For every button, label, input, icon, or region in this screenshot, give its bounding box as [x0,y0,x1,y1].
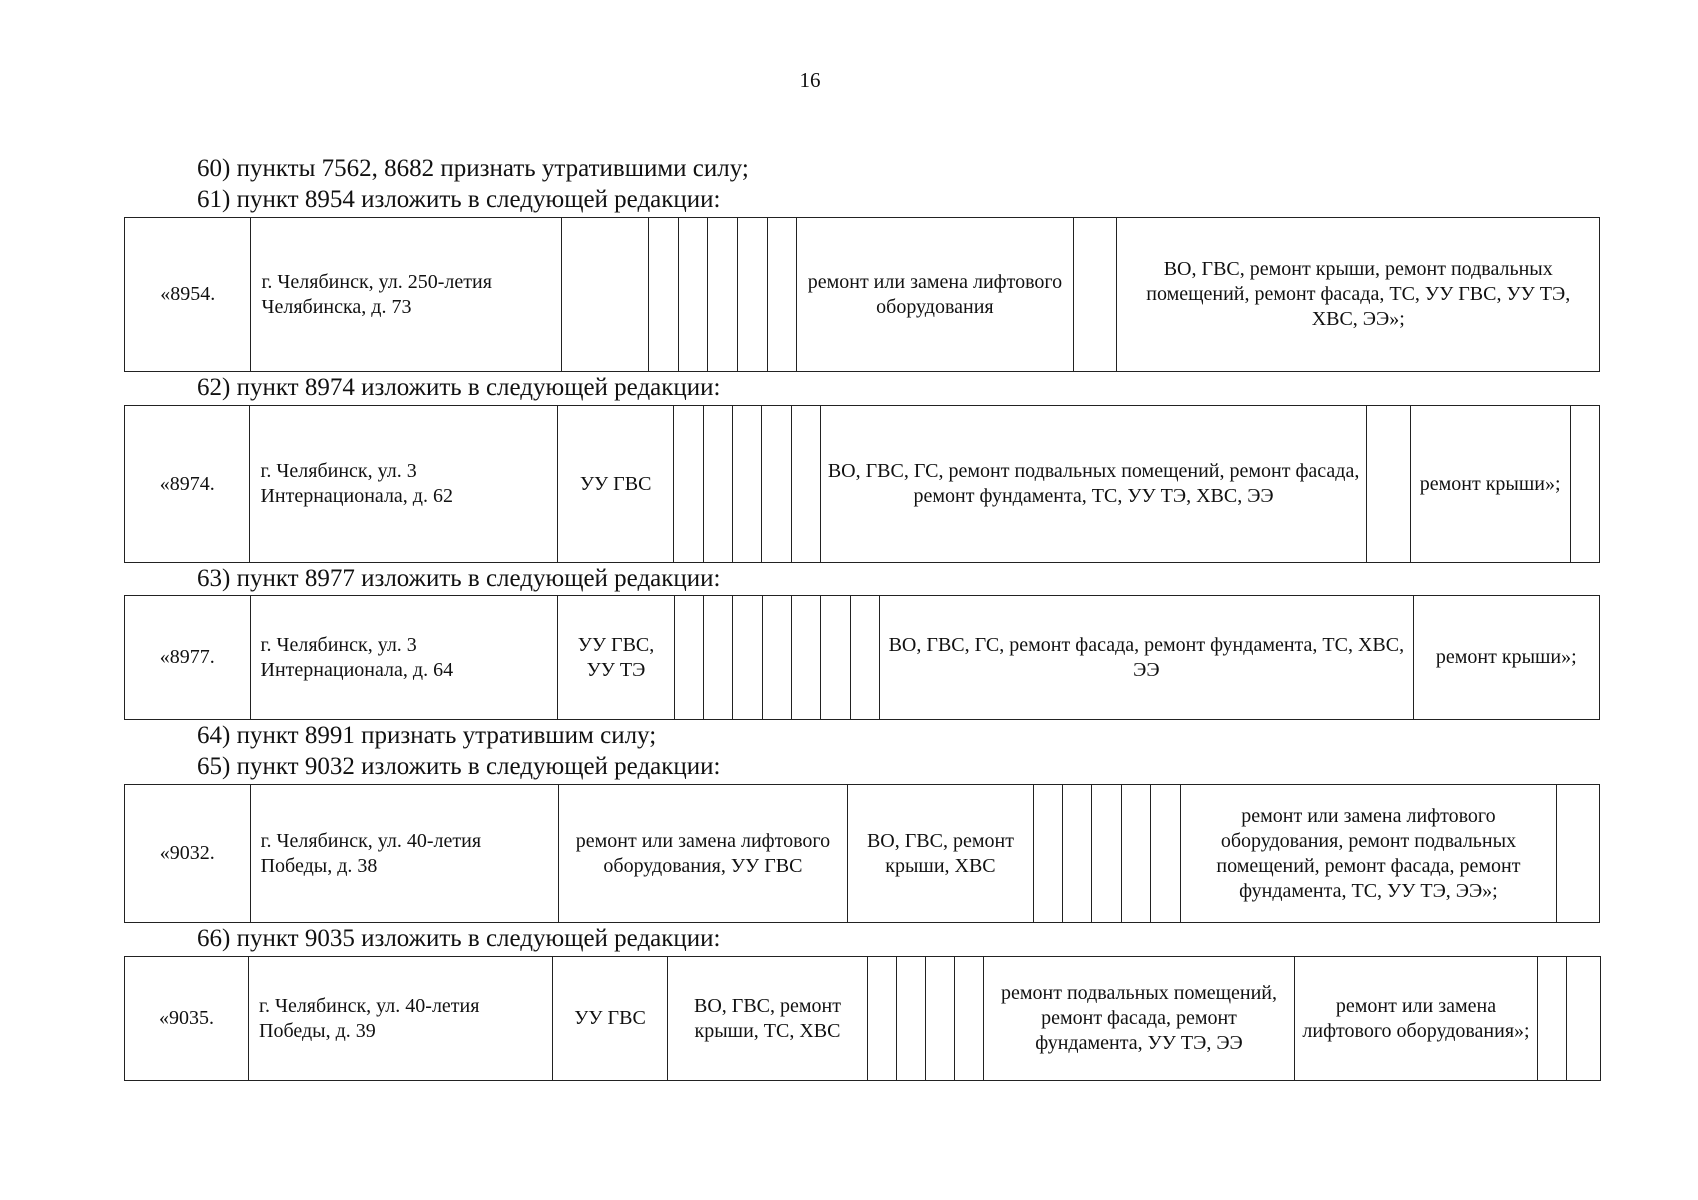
empty-cell [1073,218,1117,372]
page-number: 16 [799,68,821,92]
works-cell: ремонт крыши»; [1413,596,1599,720]
amendment-item-60: 60) пункты 7562, 8682 признать утратившими силу; [197,155,749,182]
empty-cell [767,218,797,372]
empty-cell [926,957,955,1081]
empty-cell [1570,406,1599,563]
empty-cell [850,596,879,720]
item-number-cell: «8954. [125,218,251,372]
empty-cell [1367,406,1411,563]
empty-cell [674,596,703,720]
table-row [125,596,1600,720]
empty-cell [703,406,732,563]
works-cell: ВО, ГВС, ремонт крыши, ХВС [848,785,1033,923]
amendment-item-63: 63) пункт 8977 изложить в следующей редакции: [197,565,721,592]
item-number-cell: «9035. [125,957,249,1081]
table-item-9032 [124,784,1600,923]
item-number-cell: «8974. [125,406,250,563]
empty-cell [704,596,733,720]
table-row [125,785,1600,923]
empty-cell [561,218,649,372]
address-cell: г. Челябинск, ул. 40-летия Победы, д. 39 [249,957,553,1081]
works-cell: ремонт крыши»; [1410,406,1570,563]
empty-cell [821,596,850,720]
empty-cell [791,406,820,563]
address-cell: г. Челябинск, ул. 40-летия Победы, д. 38 [250,785,558,923]
empty-cell [1121,785,1150,923]
empty-cell [955,957,984,1081]
empty-cell [868,957,897,1081]
empty-cell [1033,785,1062,923]
table-row [125,218,1600,372]
works-cell: ВО, ГВС, ГС, ремонт фасада, ремонт фундамента, ТС, ХВС, ЭЭ [880,596,1414,720]
amendment-item-66: 66) пункт 9035 изложить в следующей редакции: [197,925,721,952]
address-cell: г. Челябинск, ул. 250-летия Челябинска, д. 73 [251,218,561,372]
table-item-8954 [124,217,1600,372]
works-cell: ремонт или замена лифтового оборудования, УУ ГВС [558,785,848,923]
works-cell: ремонт или замена лифтового оборудования»; [1295,957,1538,1081]
table-item-9035 [124,956,1601,1081]
works-cell: ВО, ГВС, ремонт крыши, ремонт подвальных помещений, ремонт фасада, ТС, УУ ГВС, УУ ТЭ, ХВС, ЭЭ»; [1117,218,1600,372]
item-number-cell: «9032. [125,785,251,923]
works-cell: ВО, ГВС, ремонт крыши, ТС, ХВС [668,957,868,1081]
works-cell: ремонт подвальных помещений, ремонт фасада, ремонт фундамента, УУ ТЭ, ЭЭ [984,957,1295,1081]
empty-cell [1538,957,1567,1081]
table-row [125,406,1600,563]
table-row [125,957,1601,1081]
works-cell: ремонт или замена лифтового оборудования [797,218,1073,372]
address-cell: г. Челябинск, ул. 3 Интернационала, д. 62 [250,406,558,563]
empty-cell [1063,785,1092,923]
amendment-item-61: 61) пункт 8954 изложить в следующей редакции: [197,186,721,213]
empty-cell [762,406,791,563]
empty-cell [897,957,926,1081]
table-item-8974 [124,405,1600,563]
table-item-8977 [124,595,1600,720]
amendment-item-62: 62) пункт 8974 изложить в следующей редакции: [197,374,721,401]
amendment-item-65: 65) пункт 9032 изложить в следующей редакции: [197,753,721,780]
empty-cell [732,406,761,563]
works-cell: ВО, ГВС, ГС, ремонт подвальных помещений, ремонт фасада, ремонт фундамента, ТС, УУ ТЭ, ХВС, ЭЭ [820,406,1366,563]
works-cell: УУ ГВС, УУ ТЭ [558,596,674,720]
empty-cell [678,218,708,372]
empty-cell [733,596,762,720]
empty-cell [1151,785,1180,923]
empty-cell [708,218,738,372]
item-number-cell: «8977. [125,596,251,720]
empty-cell [1567,957,1601,1081]
address-cell: г. Челябинск, ул. 3 Интернационала, д. 64 [250,596,558,720]
empty-cell [738,218,768,372]
works-cell: ремонт или замена лифтового оборудования, ремонт подвальных помещений, ремонт фасада, ремонт фундамента, ТС, УУ ТЭ, ЭЭ»; [1180,785,1557,923]
empty-cell [1557,785,1600,923]
empty-cell [1092,785,1121,923]
empty-cell [674,406,703,563]
amendment-item-64: 64) пункт 8991 признать утратившим силу; [197,722,657,749]
empty-cell [762,596,791,720]
empty-cell [792,596,821,720]
works-cell: УУ ГВС [553,957,668,1081]
works-cell: УУ ГВС [557,406,673,563]
empty-cell [649,218,679,372]
